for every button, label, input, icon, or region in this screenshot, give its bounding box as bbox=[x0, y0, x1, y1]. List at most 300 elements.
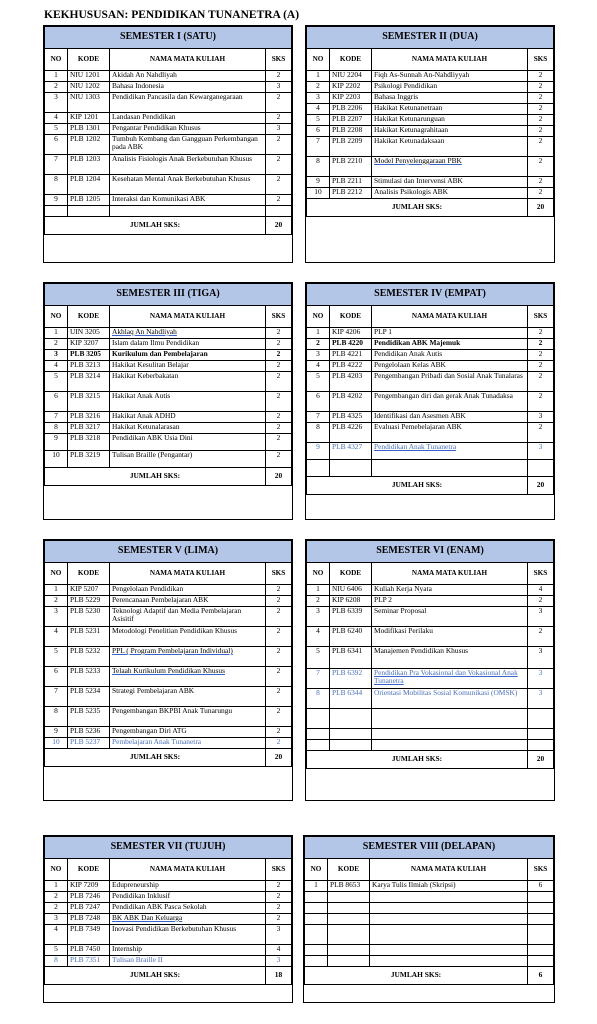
table-row bbox=[45, 881, 292, 892]
course-name: Pendidikan ABK Majemuk bbox=[372, 339, 528, 350]
table-row bbox=[45, 451, 292, 468]
course-sks: 2 bbox=[265, 881, 291, 892]
column-header-no: NO bbox=[45, 306, 68, 328]
table-row bbox=[45, 956, 292, 967]
course-name bbox=[110, 206, 266, 217]
table-row bbox=[305, 925, 554, 945]
course-sks: 2 bbox=[527, 93, 553, 104]
table-row bbox=[307, 328, 554, 339]
course-no: 3 bbox=[45, 914, 68, 925]
course-name bbox=[372, 729, 528, 740]
table-row bbox=[45, 914, 292, 925]
course-no: 9 bbox=[307, 177, 330, 188]
course-no: 1 bbox=[307, 585, 330, 596]
table-row bbox=[307, 104, 554, 115]
course-code: PLB 2209 bbox=[330, 137, 372, 157]
table-row bbox=[307, 740, 554, 751]
course-code bbox=[328, 914, 370, 925]
semester-table bbox=[305, 539, 555, 801]
table-row bbox=[307, 157, 554, 177]
course-code: PLB 5231 bbox=[68, 627, 110, 647]
course-sks: 2 bbox=[265, 707, 291, 727]
total-sks-label: JUMLAH SKS: bbox=[45, 967, 266, 985]
course-code: PLB 5236 bbox=[68, 727, 110, 738]
total-sks-label: JUMLAH SKS: bbox=[307, 199, 528, 217]
semester-title: SEMESTER IV (EMPAT) bbox=[307, 284, 554, 306]
course-code: PLB 1204 bbox=[68, 175, 110, 195]
column-header-no: NO bbox=[307, 563, 330, 585]
table-row bbox=[307, 93, 554, 104]
column-header-sks: SKS bbox=[528, 306, 554, 328]
course-sks: 2 bbox=[527, 627, 553, 647]
table-row bbox=[307, 729, 554, 740]
table-row bbox=[307, 607, 554, 627]
course-sks bbox=[528, 460, 554, 477]
course-no: 10 bbox=[45, 451, 68, 468]
course-name: Analisis Fisiologis Anak Berkebutuhan Khusus bbox=[110, 155, 266, 175]
course-code bbox=[328, 945, 370, 956]
course-name: BK ABK Dan Keluarga bbox=[110, 914, 266, 925]
course-no: 5 bbox=[307, 115, 330, 126]
course-sks bbox=[527, 740, 553, 751]
document-title: KEKHUSUSAN: PENDIDIKAN TUNANETRA (A) bbox=[44, 9, 300, 21]
table-row bbox=[45, 707, 292, 727]
course-no: 6 bbox=[45, 392, 68, 412]
total-sks-label: JUMLAH SKS: bbox=[45, 749, 266, 767]
course-name: Islam dalam Ilmu Pendidikan bbox=[110, 339, 266, 350]
course-sks bbox=[527, 709, 553, 729]
column-header-no: NO bbox=[45, 49, 68, 71]
course-sks: 3 bbox=[528, 443, 554, 460]
course-sks: 2 bbox=[528, 372, 554, 392]
course-no bbox=[307, 740, 330, 751]
course-name: Inovasi Pendidikan Berkebutuhan Khusus bbox=[110, 925, 266, 945]
course-code: PLB 2210 bbox=[330, 157, 372, 177]
course-code: PLB 3214 bbox=[68, 372, 110, 392]
table-row bbox=[307, 689, 554, 709]
course-no: 3 bbox=[45, 93, 68, 113]
course-no: 7 bbox=[45, 687, 68, 707]
course-no: 1 bbox=[45, 881, 68, 892]
course-code: PLB 7246 bbox=[68, 892, 110, 903]
course-name: Identifikasi dan Asesmen ABK bbox=[372, 412, 528, 423]
table-row bbox=[45, 596, 292, 607]
course-no: 6 bbox=[45, 667, 68, 687]
course-no: 2 bbox=[45, 892, 68, 903]
course-name: Hakikat Ketunadaksaan bbox=[372, 137, 528, 157]
course-sks: 2 bbox=[528, 339, 554, 350]
table-row bbox=[305, 945, 554, 956]
semester-title: SEMESTER II (DUA) bbox=[307, 27, 554, 49]
course-name: Hakikat Ketunanetraan bbox=[372, 104, 528, 115]
course-no bbox=[307, 709, 330, 729]
column-header-sks: SKS bbox=[265, 859, 291, 881]
course-code bbox=[330, 729, 372, 740]
table-row bbox=[307, 443, 554, 460]
course-name bbox=[370, 956, 528, 967]
table-row bbox=[45, 175, 292, 195]
column-header-no: NO bbox=[45, 859, 68, 881]
table-row bbox=[45, 71, 292, 82]
course-name: Orientasi Mobilitas Sosial Komunikasi (OMSK) bbox=[372, 689, 528, 709]
course-name: Fiqh As-Sunnah An-Nahdliyyah bbox=[372, 71, 528, 82]
course-code bbox=[330, 460, 372, 477]
course-name: PLP 2 bbox=[372, 596, 528, 607]
course-no bbox=[305, 903, 328, 914]
table-row bbox=[307, 585, 554, 596]
course-name: Pendidikan ABK Pasca Sekolah bbox=[110, 903, 266, 914]
course-sks: 2 bbox=[265, 627, 291, 647]
course-code: PLB 3217 bbox=[68, 423, 110, 434]
total-sks-value: 20 bbox=[265, 468, 291, 486]
course-code: PLB 2212 bbox=[330, 188, 372, 199]
course-name: Strategi Pembelajaran ABK bbox=[110, 687, 266, 707]
course-code: PLB 6339 bbox=[330, 607, 372, 627]
course-name bbox=[372, 709, 528, 729]
course-code: PLB 7450 bbox=[68, 945, 110, 956]
table-row bbox=[307, 115, 554, 126]
course-code: PLB 6392 bbox=[330, 669, 372, 689]
course-sks: 2 bbox=[265, 392, 291, 412]
course-no: 7 bbox=[307, 669, 330, 689]
column-header-nama: NAMA MATA KULIAH bbox=[372, 49, 528, 71]
course-no: 7 bbox=[45, 412, 68, 423]
table-row bbox=[45, 113, 292, 124]
course-no: 1 bbox=[307, 71, 330, 82]
table-row bbox=[307, 71, 554, 82]
course-no: 3 bbox=[307, 607, 330, 627]
course-sks: 2 bbox=[265, 328, 291, 339]
course-sks: 3 bbox=[528, 412, 554, 423]
table-row bbox=[45, 93, 292, 113]
course-code bbox=[328, 925, 370, 945]
table-row bbox=[45, 738, 292, 749]
course-sks: 2 bbox=[265, 892, 291, 903]
course-no: 4 bbox=[45, 627, 68, 647]
course-no: 4 bbox=[45, 361, 68, 372]
course-no bbox=[305, 914, 328, 925]
course-name: Bahasa Inggris bbox=[372, 93, 528, 104]
course-no: 7 bbox=[45, 155, 68, 175]
column-header-kode: KODE bbox=[68, 859, 110, 881]
course-code: PLB 2211 bbox=[330, 177, 372, 188]
course-sks: 2 bbox=[265, 607, 291, 627]
table-row bbox=[307, 188, 554, 199]
course-sks: 3 bbox=[527, 607, 553, 627]
course-sks bbox=[265, 206, 291, 217]
course-no: 1 bbox=[45, 585, 68, 596]
table-row bbox=[45, 195, 292, 206]
column-header-no: NO bbox=[45, 563, 68, 585]
column-header-sks: SKS bbox=[265, 306, 291, 328]
course-name: Perencanaan Pembelajaran ABK bbox=[110, 596, 266, 607]
course-code: KIP 4206 bbox=[330, 328, 372, 339]
course-no: 3 bbox=[45, 607, 68, 627]
course-name: Pengembangan diri dan gerak Anak Tunadaksa bbox=[372, 392, 528, 412]
course-no: 5 bbox=[307, 647, 330, 669]
course-sks: 2 bbox=[528, 350, 554, 361]
table-row bbox=[45, 155, 292, 175]
course-code: PLB 1202 bbox=[68, 135, 110, 155]
course-name: Telaah Kurikulum Pendidikan Khusus bbox=[110, 667, 266, 687]
course-sks bbox=[528, 945, 554, 956]
table-row bbox=[305, 903, 554, 914]
course-sks: 2 bbox=[265, 903, 291, 914]
course-no: 4 bbox=[307, 361, 330, 372]
course-no: 4 bbox=[307, 104, 330, 115]
column-header-kode: KODE bbox=[68, 306, 110, 328]
semester-title: SEMESTER III (TIGA) bbox=[45, 284, 292, 306]
course-no: 1 bbox=[45, 328, 68, 339]
course-code: NIU 1202 bbox=[68, 82, 110, 93]
course-code: KIP 1201 bbox=[68, 113, 110, 124]
course-sks: 2 bbox=[265, 647, 291, 667]
course-name: Modifikasi Perilaku bbox=[372, 627, 528, 647]
table-row bbox=[45, 339, 292, 350]
course-no: 2 bbox=[307, 82, 330, 93]
course-sks: 2 bbox=[527, 157, 553, 177]
course-name: Karya Tulis Ilmiah (Skripsi) bbox=[370, 881, 528, 892]
course-name: Edupreneurship bbox=[110, 881, 266, 892]
table-row bbox=[45, 124, 292, 135]
course-sks: 3 bbox=[265, 124, 291, 135]
table-row bbox=[307, 709, 554, 729]
course-code: PLB 5232 bbox=[68, 647, 110, 667]
course-no: 2 bbox=[45, 596, 68, 607]
course-code: PLB 1203 bbox=[68, 155, 110, 175]
course-sks: 2 bbox=[527, 188, 553, 199]
course-code bbox=[68, 206, 110, 217]
table-row bbox=[45, 903, 292, 914]
semester-title: SEMESTER VIII (DELAPAN) bbox=[305, 837, 554, 859]
course-sks bbox=[528, 956, 554, 967]
column-header-nama: NAMA MATA KULIAH bbox=[110, 859, 266, 881]
course-sks: 4 bbox=[527, 585, 553, 596]
course-code: PLB 5234 bbox=[68, 687, 110, 707]
course-no: 1 bbox=[307, 328, 330, 339]
course-code: PLB 7351 bbox=[68, 956, 110, 967]
course-no bbox=[307, 729, 330, 740]
table-row bbox=[305, 892, 554, 903]
column-header-nama: NAMA MATA KULIAH bbox=[110, 49, 266, 71]
semester-table bbox=[305, 25, 555, 263]
table-row bbox=[45, 434, 292, 451]
course-no: 2 bbox=[45, 903, 68, 914]
course-no: 2 bbox=[45, 82, 68, 93]
course-code: KIP 5207 bbox=[68, 585, 110, 596]
course-code bbox=[328, 956, 370, 967]
semester-title: SEMESTER I (SATU) bbox=[45, 27, 292, 49]
course-no: 3 bbox=[307, 93, 330, 104]
course-no: 7 bbox=[307, 137, 330, 157]
column-header-nama: NAMA MATA KULIAH bbox=[110, 563, 266, 585]
semester-title: SEMESTER VII (TUJUH) bbox=[45, 837, 292, 859]
course-name: Pendidikan ABK Usia Dini bbox=[110, 434, 266, 451]
course-no: 5 bbox=[45, 945, 68, 956]
course-no: 8 bbox=[45, 956, 68, 967]
course-code bbox=[330, 740, 372, 751]
course-name: Tumbuh Kembang dan Gangguan Perkembangan pada ABK bbox=[110, 135, 266, 155]
semester-table bbox=[305, 282, 555, 520]
course-sks: 2 bbox=[527, 115, 553, 126]
course-name: Internship bbox=[110, 945, 266, 956]
course-name: Pengelolaan Kelas ABK bbox=[372, 361, 528, 372]
course-code: PLB 4222 bbox=[330, 361, 372, 372]
course-sks bbox=[528, 903, 554, 914]
course-name: Interaksi dan Komunikasi ABK bbox=[110, 195, 266, 206]
course-name: Tulisan Braille II bbox=[110, 956, 266, 967]
course-code: PLB 6240 bbox=[330, 627, 372, 647]
course-code: PLB 4325 bbox=[330, 412, 372, 423]
course-name: Pendidikan Anak Tunanetra bbox=[372, 443, 528, 460]
course-sks: 3 bbox=[265, 925, 291, 945]
course-sks: 3 bbox=[265, 956, 291, 967]
column-header-kode: KODE bbox=[330, 49, 372, 71]
course-code: PLB 5237 bbox=[68, 738, 110, 749]
course-no: 10 bbox=[307, 188, 330, 199]
course-name: Kurikulum dan Pembelajaran bbox=[110, 350, 266, 361]
total-sks-value: 20 bbox=[527, 751, 553, 769]
course-code: PLB 3216 bbox=[68, 412, 110, 423]
table-row bbox=[45, 727, 292, 738]
course-code bbox=[328, 892, 370, 903]
table-row bbox=[45, 82, 292, 93]
course-no: 4 bbox=[307, 627, 330, 647]
semester-table bbox=[43, 282, 293, 520]
total-sks-value: 20 bbox=[265, 217, 291, 235]
course-sks: 2 bbox=[265, 135, 291, 155]
table-row bbox=[45, 607, 292, 627]
semester-title: SEMESTER V (LIMA) bbox=[45, 541, 292, 563]
course-code: KIP 2203 bbox=[330, 93, 372, 104]
course-sks: 2 bbox=[265, 195, 291, 206]
course-sks: 2 bbox=[265, 914, 291, 925]
table-row bbox=[45, 667, 292, 687]
course-code: PLB 2207 bbox=[330, 115, 372, 126]
course-code: PLB 2206 bbox=[330, 104, 372, 115]
course-code: PLB 3215 bbox=[68, 392, 110, 412]
course-sks: 2 bbox=[265, 585, 291, 596]
course-code: PLB 8653 bbox=[328, 881, 370, 892]
course-sks: 2 bbox=[527, 104, 553, 115]
course-name: Pendidikan Pancasila dan Kewarganegaraan bbox=[110, 93, 266, 113]
course-no: 9 bbox=[307, 443, 330, 460]
course-sks bbox=[528, 925, 554, 945]
course-code: KIP 6208 bbox=[330, 596, 372, 607]
course-no: 5 bbox=[45, 647, 68, 667]
course-code: NIU 6406 bbox=[330, 585, 372, 596]
table-row bbox=[45, 945, 292, 956]
semester-table bbox=[43, 835, 293, 1003]
course-name: Hakikat Keberbakatan bbox=[110, 372, 266, 392]
course-name: Stimulasi dan Intervensi ABK bbox=[372, 177, 528, 188]
column-header-kode: KODE bbox=[68, 49, 110, 71]
course-code: PLB 7349 bbox=[68, 925, 110, 945]
course-sks: 2 bbox=[265, 727, 291, 738]
course-name: Pendidikan Inklusif bbox=[110, 892, 266, 903]
course-code: PLB 4203 bbox=[330, 372, 372, 392]
total-sks-label: JUMLAH SKS: bbox=[45, 217, 266, 235]
semester-title: SEMESTER VI (ENAM) bbox=[307, 541, 554, 563]
course-sks bbox=[528, 914, 554, 925]
course-code: PLB 5229 bbox=[68, 596, 110, 607]
course-sks: 3 bbox=[527, 689, 553, 709]
table-row bbox=[307, 137, 554, 157]
course-no: 1 bbox=[305, 881, 328, 892]
course-sks: 2 bbox=[527, 82, 553, 93]
semester-table bbox=[43, 539, 293, 801]
column-header-kode: KODE bbox=[330, 563, 372, 585]
table-row bbox=[45, 328, 292, 339]
course-sks: 2 bbox=[265, 113, 291, 124]
course-sks: 2 bbox=[528, 392, 554, 412]
course-name bbox=[370, 914, 528, 925]
course-name: Metodologi Penelitian Pendidikan Khusus bbox=[110, 627, 266, 647]
course-name bbox=[370, 892, 528, 903]
table-row bbox=[307, 423, 554, 443]
course-code: PLB 4221 bbox=[330, 350, 372, 361]
course-no: 6 bbox=[45, 135, 68, 155]
table-row bbox=[307, 669, 554, 689]
table-row bbox=[307, 392, 554, 412]
semester-table bbox=[43, 25, 293, 263]
course-code: PLB 5230 bbox=[68, 607, 110, 627]
course-sks: 2 bbox=[528, 361, 554, 372]
course-no: 9 bbox=[45, 195, 68, 206]
course-code: PLB 3219 bbox=[68, 451, 110, 468]
course-name: Hakikat Ketunalarasan bbox=[110, 423, 266, 434]
course-sks: 2 bbox=[527, 137, 553, 157]
course-sks: 2 bbox=[265, 339, 291, 350]
column-header-nama: NAMA MATA KULIAH bbox=[110, 306, 266, 328]
course-name: Pengantar Pendidikan Khusus bbox=[110, 124, 266, 135]
course-name: Pengembangan Pribadi dan Sosial Anak Tunalaras bbox=[372, 372, 528, 392]
course-code: KIP 7209 bbox=[68, 881, 110, 892]
course-code: PLB 3218 bbox=[68, 434, 110, 451]
course-no: 5 bbox=[45, 372, 68, 392]
total-sks-value: 20 bbox=[265, 749, 291, 767]
course-no bbox=[307, 460, 330, 477]
course-name: Pendidikan Anak Autis bbox=[372, 350, 528, 361]
table-row bbox=[307, 126, 554, 137]
course-code: PLB 5233 bbox=[68, 667, 110, 687]
course-name: Bahasa Indonesia bbox=[110, 82, 266, 93]
course-code bbox=[328, 903, 370, 914]
table-row bbox=[307, 596, 554, 607]
table-row bbox=[45, 687, 292, 707]
course-no: 8 bbox=[307, 157, 330, 177]
course-code: PLB 1205 bbox=[68, 195, 110, 206]
course-name bbox=[372, 740, 528, 751]
course-sks: 2 bbox=[265, 175, 291, 195]
table-row bbox=[307, 82, 554, 93]
course-sks: 2 bbox=[265, 596, 291, 607]
course-no: 4 bbox=[45, 113, 68, 124]
table-row bbox=[45, 412, 292, 423]
column-header-sks: SKS bbox=[527, 563, 553, 585]
course-sks: 3 bbox=[265, 82, 291, 93]
course-no: 5 bbox=[45, 124, 68, 135]
course-name: Model Penyelenggaraan PBK bbox=[372, 157, 528, 177]
course-name: Evaluasi Pemebelajaran ABK bbox=[372, 423, 528, 443]
course-code: PLB 3205 bbox=[68, 350, 110, 361]
course-sks: 2 bbox=[265, 423, 291, 434]
course-name: Pengelolaan Pendidikan bbox=[110, 585, 266, 596]
total-sks-value: 20 bbox=[527, 199, 553, 217]
course-sks: 4 bbox=[265, 945, 291, 956]
course-sks: 3 bbox=[527, 647, 553, 669]
course-no: 8 bbox=[45, 707, 68, 727]
